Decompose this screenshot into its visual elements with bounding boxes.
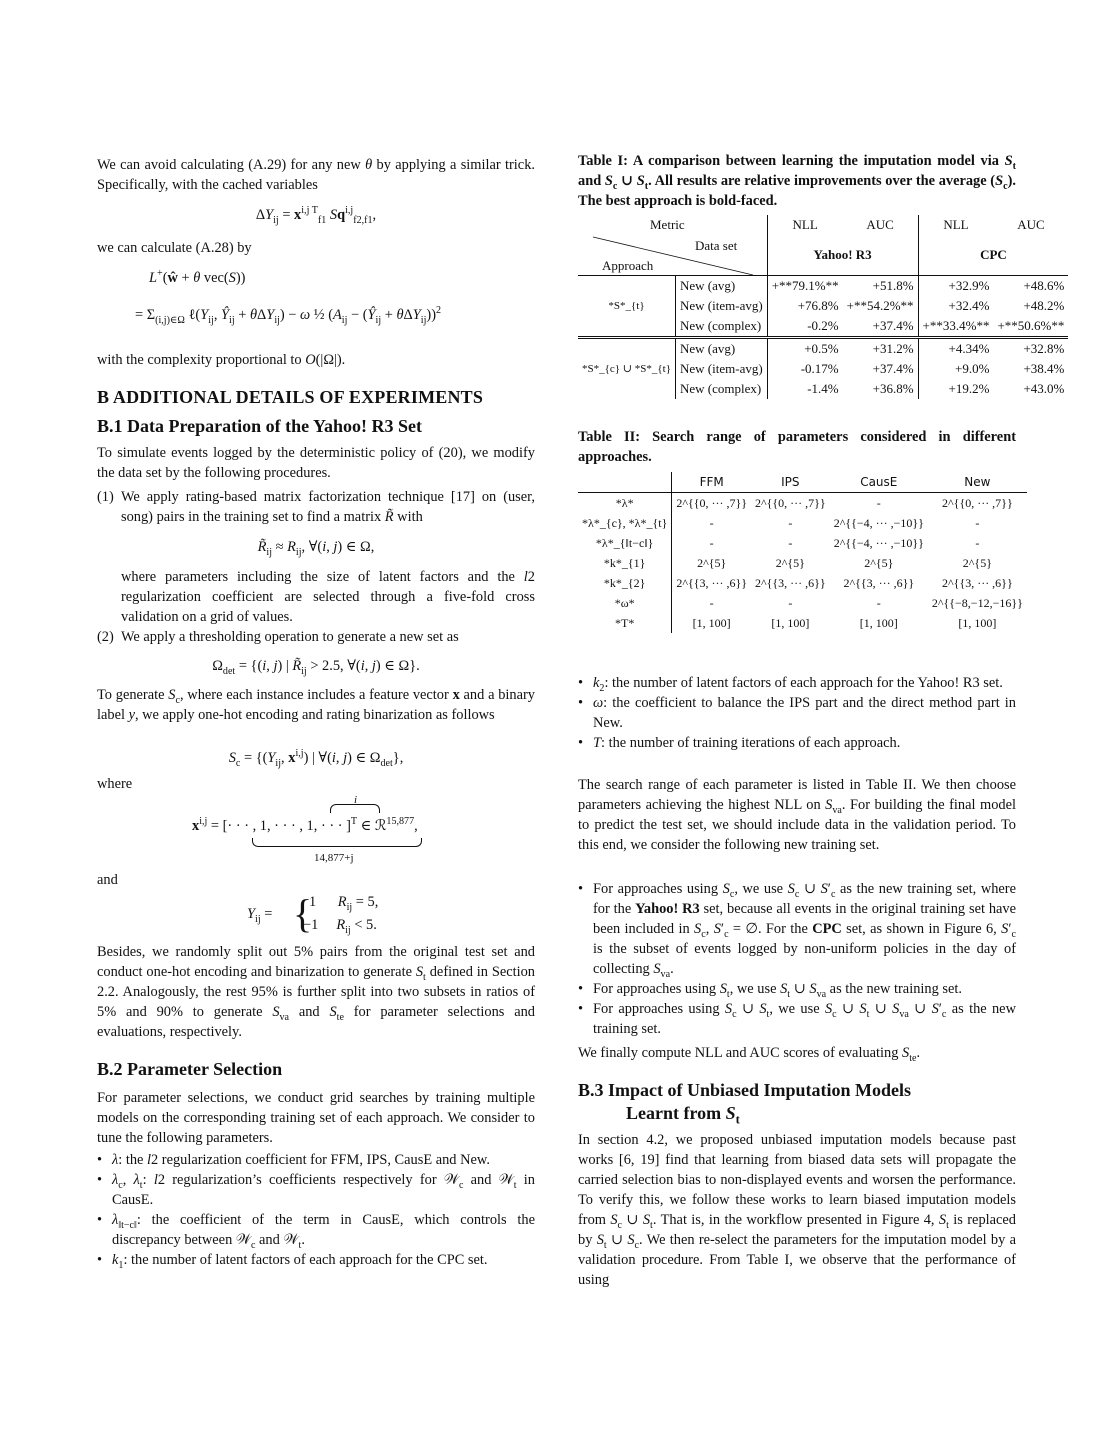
paragraph-finally: We finally compute NLL and AUC scores of evaluating $S_{te}$.: [578, 1045, 921, 1064]
paragraph-calc: we can calculate (A.28) by: [97, 240, 252, 256]
range-cell: 2^{{−4, ··· ,−10}}: [833, 516, 924, 530]
range-cell: 2^{{0, ··· ,7}}: [755, 496, 826, 510]
range-cell: -: [876, 496, 881, 510]
equation-L1: L+(ŵ + θ vec(S)): [149, 268, 246, 286]
result-cell: +32.4%: [948, 298, 990, 313]
group-label: *S*_{c} ∪ *S*_{t}: [578, 338, 676, 400]
result-cell: +37.4%: [843, 316, 918, 338]
result-cell: -0.17%: [800, 361, 839, 376]
result-cell: +4.34%: [948, 341, 990, 356]
range-cell: -: [709, 536, 714, 550]
range-cell: 2^{5}: [962, 556, 992, 570]
equation-Y: [247, 892, 497, 936]
range-cell: -: [788, 536, 793, 550]
range-cell: 2^{5}: [697, 556, 727, 570]
bullet-item: $k_2$: the number of latent factors of each approach for the Yahoo! R3 set.: [593, 675, 1003, 694]
paragraph-besides: Besides, we randomly split out 5% pairs from the original test set and conduct one-hot encoding and binarization to generate $S_t$ defined in Section 2.2. Analogously, the rest 95% is further split into two subsets in ratios of 5% and 90% to generate $S_{va}$ and $S_{te}$ for parameter selections and evaluations, respectively.: [97, 944, 536, 1040]
table-row: [578, 276, 1068, 297]
range-cell: 2^{{0, ··· ,7}}: [942, 496, 1013, 510]
equation-Y-lhs: $Y_{ij}$ =: [247, 906, 273, 925]
parameter-name: *k*_{2}: [578, 573, 672, 593]
step-1: [97, 487, 535, 527]
result-cell: +38.4%: [1023, 361, 1065, 376]
bullet-item: ω: the coefficient to balance the IPS part and the direct method part in New.: [593, 695, 1016, 731]
bullet-item: T: the number of training iterations of each approach.: [593, 735, 901, 751]
result-cell: +9.0%: [955, 361, 990, 376]
table1: [578, 215, 1065, 399]
parameter-name: *T*: [578, 613, 672, 633]
paragraph-param: For parameter selections, we conduct grid searches by training multiple models on the corresponding training set of each approach. We consider to tune the following parameters.: [97, 1090, 535, 1146]
approach-name: New (complex): [676, 316, 768, 338]
equation-L2: = $\Sigma_{(i,j)\in\Omega}$ $\ell(Y_{ij}$, $Ŷ_{ij} + \theta\Delta Y_{ij}) - \omega$ ½ ($A_{ij}$ − $(Ŷ_{ij} + \theta\Delta Y_{ij}))^2$: [135, 305, 442, 326]
training-set-bullet-list: • For approaches using $S_c$, we use $S_c$ ∪ $S'_c$ as the new training set, where for the Yahoo! R3 set, because all events in the original training set have been included in $S_c$, $S'_c$ = ∅. For the CPC set, as shown in Figure 6, $S'_c$ is the subset of events logged by non-uniform policies in the day of collecting $S_{va}$. • For approaches using $S_t$, we use $S_t$ ∪ $S_{va}$ as the new training set. • For approaches using $S_c$ ∪ $S_t$, we use $S_c$ ∪ $S_t$ ∪ $S_{va}$ ∪ $S'_c$ as the new training set.: [578, 881, 1016, 1037]
result-cell: +**79.1%**: [771, 278, 839, 293]
result-cell: +32.8%: [1023, 341, 1065, 356]
step-2-number: (2): [97, 629, 114, 645]
paragraph-simulate: To simulate events logged by the deterministic policy of (20), we modify the data set by the following procedures.: [97, 445, 535, 481]
overbrace: [330, 804, 380, 813]
section-heading-B: B ADDITIONAL DETAILS OF EXPERIMENTS: [97, 387, 484, 407]
equation-Y-case1: 1 $R_{ij} = 5$,: [309, 894, 379, 913]
range-cell: 2^{{3, ··· ,6}}: [942, 576, 1013, 590]
section-heading-B1: B.1 Data Preparation of the Yahoo! R3 Set: [97, 416, 422, 436]
param-bullet-list-2: • $k_2$: the number of latent factors of each approach for the Yahoo! R3 set. • ω: the coefficient to balance the IPS part and the direct method part in New. • T: the number of training iterations of each approach.: [578, 675, 1016, 751]
bullet-item: $\lambda_{‖t-c‖}$: the coefficient of the term in CausE, which controls the discrepancy between 𝒲$_c$ and 𝒲$_t$.: [112, 1212, 535, 1251]
header-approach: Approach: [602, 258, 654, 273]
step-1-text: We apply rating-based matrix factorization technique [17] on (user, song) pairs in the training set to find a matrix R̃ with: [121, 489, 535, 525]
range-cell: 2^{{−8,−12,−16}}: [931, 596, 1023, 610]
metric-header: NLL: [792, 217, 818, 232]
result-cell: +51.8%: [843, 276, 918, 297]
parameter-name: *k*_{1}: [578, 553, 672, 573]
approach-name: New (avg): [676, 338, 768, 360]
column-header: IPS: [781, 475, 800, 489]
range-cell: 2^{5}: [864, 556, 894, 570]
result-cell: +**33.4%**: [922, 318, 990, 333]
equation-omega-det: $\Omega_{det} = \{(i$, j) | $R̃_{ij} > 2.5$, ∀(i, j) ∈ Ω}.: [212, 658, 420, 677]
result-cell: +**50.6%**: [997, 318, 1065, 333]
left-column: [97, 0, 535, 1440]
header-metric: Metric: [650, 217, 685, 232]
section-heading-B3-line2: Learnt from $S_t$: [626, 1103, 740, 1127]
equation-Sc: $S_c = \{(Y_{ij}$, $x^{i,j}$) | ∀(i, j) ∈ $\Omega_{det}$},: [228, 748, 404, 769]
equation-R: $R̃_{ij} \approx R_{ij}$, ∀(i, j) ∈ Ω,: [257, 539, 375, 558]
equation-Y-case2: −1 $R_{ij} < 5$.: [303, 917, 377, 936]
range-cell: -: [788, 516, 793, 530]
result-cell: +36.8%: [843, 379, 918, 399]
approach-name: New (item-avg): [676, 359, 768, 379]
equation-delta-y: $\Delta Y_{ij} = x^{i,j T}_{f1}$ Sq$^{i,j}_{f2,f1}$,: [255, 205, 377, 226]
bullet-item: λ: the l2 regularization coefficient for FFM, IPS, CausE and New.: [112, 1152, 490, 1168]
range-cell: -: [709, 516, 714, 530]
brace-under-label: 14,877+j: [314, 852, 354, 864]
result-cell: +31.2%: [843, 338, 918, 360]
brace-over-label: i: [354, 794, 358, 806]
column-header: CausE: [860, 475, 898, 489]
table2-caption: Table II: Search range of parameters considered in different approaches.: [578, 429, 1016, 465]
result-cell: +43.0%: [1023, 381, 1065, 396]
underbrace: [252, 838, 422, 847]
range-cell: 2^{{3, ··· ,6}}: [755, 576, 826, 590]
parameter-name: *λ*: [578, 493, 672, 514]
bullet-item: $\lambda_c$, $\lambda_t$: l2 regularization’s coefficients respectively for 𝒲$_c$ and 𝒲$_t$ in CausE.: [112, 1172, 535, 1208]
paragraph-B3: In section 4.2, we proposed unbiased imputation models because past works [6, 19] find that learning from biased data sets will propagate the carried selection bias to non-displayed events and worsen the performance. To verify this, we follow these works to learn biased imputation models from $S_c$ ∪ $S_t$. That is, in the workflow presented in Figure 4, $S_t$ is replaced by $S_t$ ∪ $S_c$. We then re-select the parameters for the imputation model by a validation procedure. From Table I, we observe that the performance of using: [578, 1132, 1016, 1288]
table-row: [578, 493, 1027, 514]
bullet-item: $k_1$: the number of latent factors of each approach for the CPC set.: [112, 1252, 488, 1271]
table-row: [578, 338, 1068, 360]
table-row: [578, 513, 1027, 533]
result-cell: -1.4%: [807, 381, 839, 396]
result-cell: -0.2%: [807, 318, 839, 333]
parameter-name: *ω*: [578, 593, 672, 613]
range-cell: [1, 100]: [859, 616, 898, 630]
table1-caption: Table I: A comparison between learning the imputation model via $S_t$ and $S_c$ ∪ $S_t$. All results are relative improvements over the average $(S_c)$. The best approach is bold-faced.: [578, 153, 1016, 209]
step-2-text: We apply a thresholding operation to generate a new set as: [121, 629, 459, 645]
bullet-item: For approaches using $S_c$ ∪ $S_t$, we use $S_c$ ∪ $S_t$ ∪ $S_{va}$ ∪ $S'_c$ as the new training set.: [593, 1001, 1016, 1037]
group-label: *S*_{t}: [578, 276, 676, 338]
table2: [578, 472, 1027, 633]
approach-name: New (item-avg): [676, 296, 768, 316]
range-cell: 2^{{0, ··· ,7}}: [676, 496, 748, 510]
dataset-cpc: CPC: [980, 247, 1007, 262]
label-where: where: [97, 776, 133, 792]
range-cell: -: [709, 596, 714, 610]
paragraph-intro: We can avoid calculating (A.29) for any new θ by applying a similar trick. Specifically, with the cached variables: [97, 157, 535, 193]
section-heading-B2: B.2 Parameter Selection: [97, 1059, 283, 1079]
metric-header: AUC: [1017, 217, 1045, 232]
label-and: and: [97, 872, 118, 888]
table-row: [578, 613, 1027, 633]
result-cell: +**54.2%**: [843, 296, 918, 316]
range-cell: -: [788, 596, 793, 610]
range-cell: -: [975, 516, 980, 530]
dataset-yahoo: Yahoo! R3: [767, 235, 918, 276]
result-cell: +19.2%: [948, 381, 990, 396]
table-row: [578, 573, 1027, 593]
paragraph-search: The search range of each parameter is listed in Table II. We then choose parameters achieving the highest NLL on $S_{va}$. For building the final model to predict the test set, we should include data in the validation period. To this end, we consider the following new training set.: [578, 777, 1016, 853]
header-dataset: Data set: [695, 238, 738, 253]
approach-name: New (complex): [676, 379, 768, 399]
result-cell: +76.8%: [797, 298, 839, 313]
column-header: New: [964, 475, 991, 489]
step-1-number: (1): [97, 489, 114, 505]
range-cell: -: [876, 596, 881, 610]
range-cell: 2^{{3, ··· ,6}}: [676, 576, 748, 590]
param-bullet-list: • λ: the l2 regularization coefficient for FFM, IPS, CausE and New. • $\lambda_c$, $\lambda_t$: l2 regularization’s coefficients respectively for 𝒲$_c$ and 𝒲$_t$ in CausE. • $\lambda_{‖t-c‖}$: the coefficient of the term in CausE, which controls the discrepancy between 𝒲$_c$ and 𝒲$_t$. • $k_1$: the number of latent factors of each approach for the CPC set.: [97, 1152, 535, 1271]
result-cell: +48.6%: [1023, 278, 1065, 293]
table-row: [578, 553, 1027, 573]
range-cell: 2^{{3, ··· ,6}}: [843, 576, 915, 590]
equation-x-body: $x^{i,j}$ = [· · · , 1, · · · , 1, · · · ]$^T$ ∈ ℛ$^{15,877}$,: [192, 816, 418, 834]
bullet-item: For approaches using $S_t$, we use $S_t$ ∪ $S_{va}$ as the new training set.: [593, 981, 962, 1000]
metric-header: AUC: [843, 215, 918, 235]
table-row: [578, 533, 1027, 553]
paragraph-generate: To generate $S_c$, where each instance includes a feature vector x and a binary label y, we apply one-hot encoding and rating binarization as follows: [97, 687, 535, 723]
parameter-name: *λ*_{c}, *λ*_{t}: [578, 513, 672, 533]
result-cell: +48.2%: [1023, 298, 1065, 313]
approach-name: New (avg): [676, 276, 768, 297]
right-column: [578, 0, 1065, 1440]
bullet-item: For approaches using $S_c$, we use $S_c$ ∪ $S'_c$ as the new training set, where for the Yahoo! R3 set, because all events in the original training set have been included in $S_c$, $S'_c$ = ∅. For the CPC set, as shown in Figure 6, $S'_c$ is the subset of events logged by non-uniform policies in the day of collecting $S_{va}$.: [593, 881, 1016, 980]
result-cell: +37.4%: [843, 359, 918, 379]
range-cell: [1, 100]: [771, 616, 810, 630]
paragraph-complexity: with the complexity proportional to O(|Ω|).: [97, 352, 346, 368]
result-cell: +0.5%: [804, 341, 839, 356]
step-2: [97, 627, 535, 647]
step-1-continued: where parameters including the size of latent factors and the l2 regularization coefficient are selected through a five-fold cross validation on a grid of values.: [121, 569, 535, 625]
range-cell: [1, 100]: [958, 616, 997, 630]
equation-x: [192, 790, 492, 870]
left-brace: {: [293, 891, 313, 936]
range-cell: [1, 100]: [692, 616, 731, 630]
metric-header: NLL: [943, 217, 969, 232]
range-cell: -: [975, 536, 980, 550]
range-cell: 2^{{−4, ··· ,−10}}: [833, 536, 924, 550]
range-cell: 2^{5}: [775, 556, 805, 570]
section-heading-B3: B.3 Impact of Unbiased Imputation Models: [578, 1080, 912, 1100]
result-cell: +32.9%: [948, 278, 990, 293]
parameter-name: *λ*_{‖t−c‖}: [578, 533, 672, 553]
column-header: FFM: [699, 475, 724, 489]
table-row: [578, 593, 1027, 613]
